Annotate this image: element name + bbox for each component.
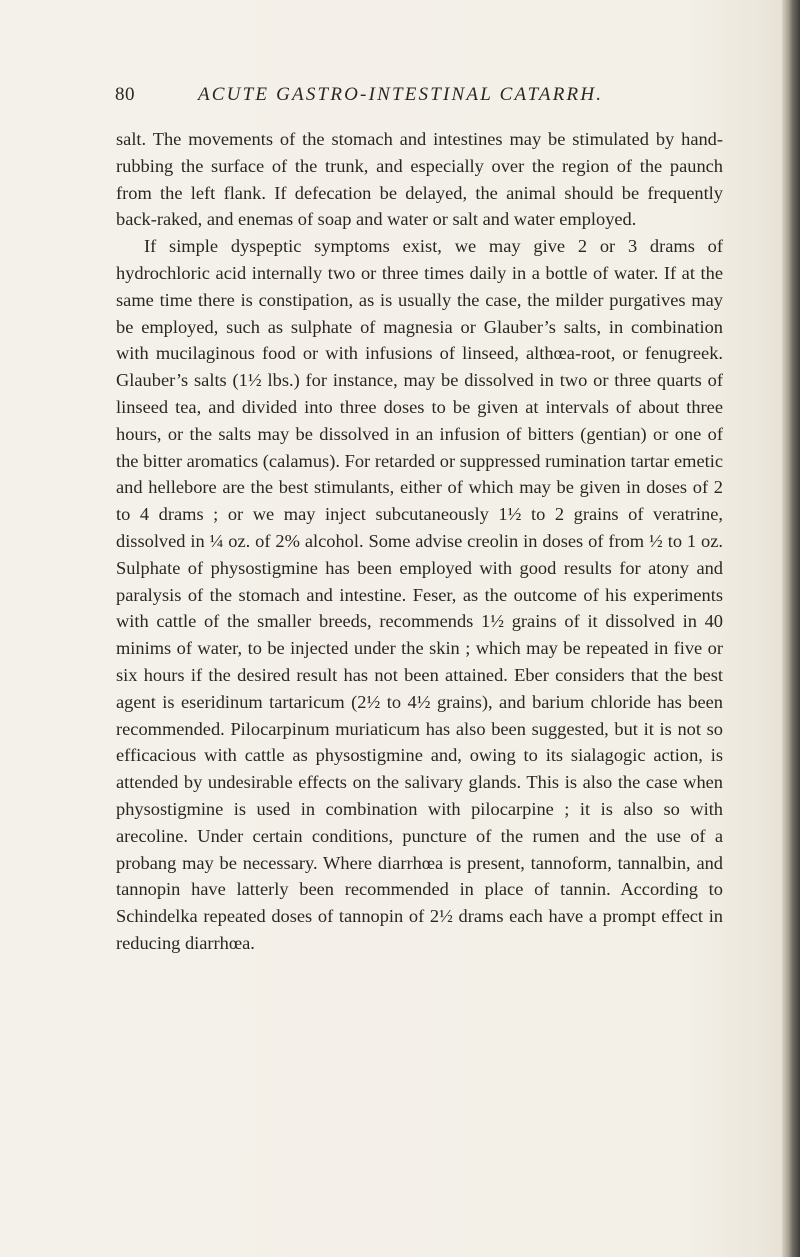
page-number: 80 <box>115 84 135 105</box>
body-text <box>116 126 723 957</box>
running-title: ACUTE GASTRO-INTESTINAL CATARRH. <box>198 84 604 105</box>
paragraph-continuation: salt. The movements of the stomach and intestines may be stimulated by hand-rubbing the surface of the trunk, and especially over the region of the paunch from the left flank. If defecation be delayed, the animal should be frequently back-raked, and enemas of soap and water or salt and water employed. <box>116 129 723 230</box>
paragraph-treatment: If simple dyspeptic symptoms exist, we may give 2 or 3 drams of hydrochloric acid internally two or three times daily in a bottle of water. If at the same time there is constipation, as is usually the case, the milder purgatives may be employed, such as sulphate of magnesia or Glauber’s salts, in combination with mucilaginous food or with infusions of linseed, althœa-root, or fenugreek. Glauber’s salts (1½ lbs.) for instance, may be dissolved in two or three quarts of linseed tea, and divided into three doses to be given at intervals of about three hours, or the salts may be dissolved in an infusion of bitters (gentian) or one of the bitter aromatics (calamus). For retarded or suppressed rumination tartar emetic and hellebore are the best stimulants, either of which may be given in doses of 2 to 4 drams ; or we may inject subcutaneously 1½ to 2 grains of veratrine, dissolved in ¼ oz. of 2% alcohol. Some advise creolin in doses of from ½ to 1 oz. Sulphate of physostigmine has been employed with good results for atony and paralysis of the stomach and intestine. Feser, as the outcome of his experiments with cattle of the smaller breeds, recommends 1½ grains of it dissolved in 40 minims of water, to be injected under the skin ; which may be repeated in five or six hours if the desired result has not been attained. Eber considers that the best agent is eseridinum tartaricum (2½ to 4½ grains), and barium chloride has been recommended. Pilocarpinum muriaticum has also been suggested, but it is not so efficacious with cattle as physostigmine and, owing to its sialagogic action, is attended by undesirable effects on the salivary glands. This is also the case when physostigmine is used in combination with pilocarpine ; it is also so with arecoline. Under certain conditions, puncture of the rumen and the use of a probang may be necessary. Where diarrhœa is present, tannoform, tannalbin, and tannopin have latterly been recommended in place of tannin. According to Schindelka repeated doses of tannopin of 2½ drams each have a prompt effect in reducing diarrhœa. <box>116 236 723 953</box>
page-header <box>115 84 715 114</box>
book-binding-edge <box>782 0 800 1257</box>
